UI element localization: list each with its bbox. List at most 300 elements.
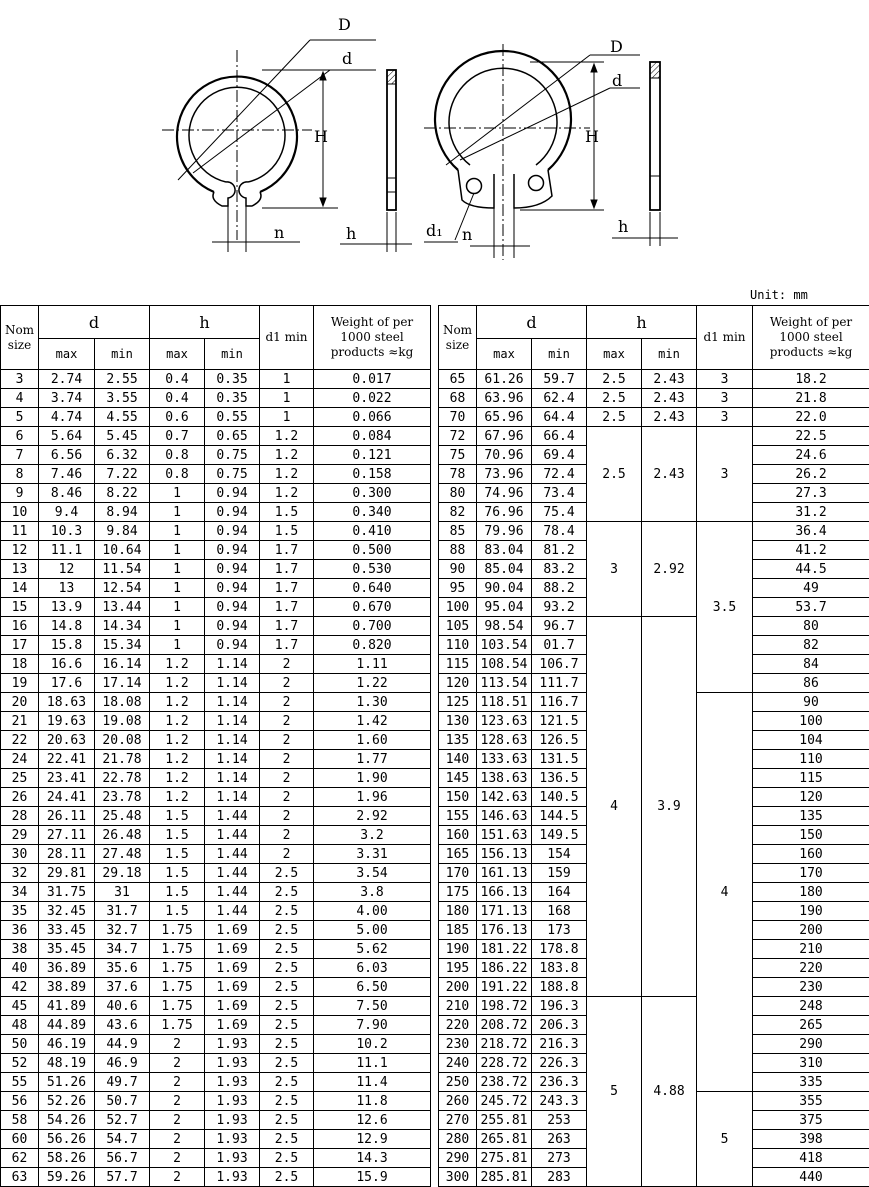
nom-size-cell: 28 [1, 807, 39, 826]
table-row [1, 522, 431, 541]
d-min-cell: 188.8 [532, 978, 587, 997]
d1-min-cell: 3 [697, 408, 753, 427]
d1-min-cell: 2.5 [260, 1149, 314, 1168]
nom-size-cell: 260 [439, 1092, 477, 1111]
h-min-cell: 1.93 [205, 1035, 260, 1054]
d-max-cell: 181.22 [477, 940, 532, 959]
table-row [1, 693, 431, 712]
d-max-cell: 4.74 [39, 408, 95, 427]
d-max-cell: 245.72 [477, 1092, 532, 1111]
d-max-cell: 54.26 [39, 1111, 95, 1130]
d1-min-cell: 1.2 [260, 427, 314, 446]
h-min-cell: 0.75 [205, 465, 260, 484]
h-min-cell: 1.69 [205, 921, 260, 940]
d-max-cell: 9.4 [39, 503, 95, 522]
d1-min-cell: 2 [260, 845, 314, 864]
h-max-cell: 1 [150, 598, 205, 617]
d-max-cell: 13.9 [39, 598, 95, 617]
nom-size-cell: 80 [439, 484, 477, 503]
h-max-cell: 1.75 [150, 940, 205, 959]
d-min-cell: 196.3 [532, 997, 587, 1016]
weight-cell: 11.1 [314, 1054, 431, 1073]
table-row [1, 1073, 431, 1092]
d-min-cell: 44.9 [95, 1035, 150, 1054]
nom-size-cell: 35 [1, 902, 39, 921]
d1-min-cell: 1.2 [260, 446, 314, 465]
nom-size-cell: 88 [439, 541, 477, 560]
d-min-cell: 25.48 [95, 807, 150, 826]
nom-size-cell: 17 [1, 636, 39, 655]
d-min-cell: 263 [532, 1130, 587, 1149]
h-max-cell: 1.2 [150, 693, 205, 712]
d-min-cell: 216.3 [532, 1035, 587, 1054]
d-max-header: max [477, 339, 532, 370]
h-min-cell: 2.43 [642, 408, 697, 427]
nom-size-cell: 75 [439, 446, 477, 465]
d-max-cell: 228.72 [477, 1054, 532, 1073]
d-max-cell: 33.45 [39, 921, 95, 940]
weight-cell: 375 [753, 1111, 869, 1130]
d-min-cell: 31.7 [95, 902, 150, 921]
d1-min-cell: 1.7 [260, 617, 314, 636]
d-max-cell: 41.89 [39, 997, 95, 1016]
h-min-cell: 4.88 [642, 997, 697, 1187]
d-min-cell: 2.55 [95, 370, 150, 389]
d-max-cell: 61.26 [477, 370, 532, 389]
table-row [1, 636, 431, 655]
nom-size-cell: 145 [439, 769, 477, 788]
d-min-cell: 32.7 [95, 921, 150, 940]
nom-size-header: Nom size [1, 306, 39, 370]
d-min-cell: 121.5 [532, 712, 587, 731]
h-max-cell: 1 [150, 541, 205, 560]
weight-cell: 49 [753, 579, 869, 598]
nom-size-cell: 15 [1, 598, 39, 617]
h-min-cell: 1.14 [205, 750, 260, 769]
weight-cell: 160 [753, 845, 869, 864]
weight-cell: 0.017 [314, 370, 431, 389]
nom-size-cell: 95 [439, 579, 477, 598]
table-row [1, 579, 431, 598]
h-max-cell: 1.75 [150, 978, 205, 997]
d-max-cell: 90.04 [477, 579, 532, 598]
d-min-cell: 226.3 [532, 1054, 587, 1073]
weight-cell: 26.2 [753, 465, 869, 484]
table-row [1, 1092, 431, 1111]
d-min-cell: 64.4 [532, 408, 587, 427]
table-row [1, 769, 431, 788]
table-row [1, 959, 431, 978]
h-min-cell: 1.44 [205, 883, 260, 902]
h-min-cell: 2.92 [642, 522, 697, 617]
weight-cell: 230 [753, 978, 869, 997]
table-row [1, 1130, 431, 1149]
d-max-cell: 275.81 [477, 1149, 532, 1168]
nom-size-cell: 175 [439, 883, 477, 902]
weight-cell: 7.90 [314, 1016, 431, 1035]
weight-header: Weight of per 1000 steel products ≈kg [314, 306, 431, 370]
d-min-cell: 5.45 [95, 427, 150, 446]
d-min-cell: 22.78 [95, 769, 150, 788]
d-min-cell: 57.7 [95, 1168, 150, 1187]
nom-size-cell: 29 [1, 826, 39, 845]
nom-size-cell: 38 [1, 940, 39, 959]
nom-size-cell: 72 [439, 427, 477, 446]
h-min-cell: 1.14 [205, 788, 260, 807]
d-min-cell: 3.55 [95, 389, 150, 408]
h-max-cell: 0.4 [150, 370, 205, 389]
nom-size-cell: 300 [439, 1168, 477, 1187]
nom-size-cell: 170 [439, 864, 477, 883]
weight-cell: 1.77 [314, 750, 431, 769]
d-max-cell: 186.22 [477, 959, 532, 978]
h-max-cell: 1.2 [150, 674, 205, 693]
weight-cell: 0.121 [314, 446, 431, 465]
h-header: h [587, 306, 697, 339]
weight-cell: 22.0 [753, 408, 869, 427]
nom-size-cell: 140 [439, 750, 477, 769]
d-min-cell: 6.32 [95, 446, 150, 465]
weight-cell: 10.2 [314, 1035, 431, 1054]
weight-cell: 248 [753, 997, 869, 1016]
h-max-cell: 2.5 [587, 370, 642, 389]
nom-size-cell: 9 [1, 484, 39, 503]
d-min-cell: 83.2 [532, 560, 587, 579]
h-max-cell: 1.5 [150, 864, 205, 883]
d-max-cell: 22.41 [39, 750, 95, 769]
d-max-cell: 3.74 [39, 389, 95, 408]
weight-cell: 12.9 [314, 1130, 431, 1149]
d-max-cell: 28.11 [39, 845, 95, 864]
d-max-cell: 85.04 [477, 560, 532, 579]
d-min-cell: 7.22 [95, 465, 150, 484]
nom-size-cell: 230 [439, 1035, 477, 1054]
nom-size-cell: 110 [439, 636, 477, 655]
d-min-cell: 59.7 [532, 370, 587, 389]
h-min-cell: 0.94 [205, 579, 260, 598]
nom-size-cell: 36 [1, 921, 39, 940]
nom-size-cell: 62 [1, 1149, 39, 1168]
h-min-cell: 1.69 [205, 997, 260, 1016]
d-min-cell: 13.44 [95, 598, 150, 617]
d-min-cell: 116.7 [532, 693, 587, 712]
h-max-cell: 0.4 [150, 389, 205, 408]
d-min-cell: 136.5 [532, 769, 587, 788]
label-H-left: H [314, 127, 328, 146]
d1-header: d1 min [260, 306, 314, 370]
d-max-cell: 265.81 [477, 1130, 532, 1149]
nom-size-cell: 19 [1, 674, 39, 693]
h-header: h [150, 306, 260, 339]
nom-size-cell: 220 [439, 1016, 477, 1035]
table-row [1, 1149, 431, 1168]
table-row [1, 788, 431, 807]
d-max-cell: 14.8 [39, 617, 95, 636]
nom-size-cell: 155 [439, 807, 477, 826]
h-max-cell: 2 [150, 1054, 205, 1073]
h-min-cell: 1.44 [205, 845, 260, 864]
h-max-cell: 2 [150, 1168, 205, 1187]
nom-size-cell: 160 [439, 826, 477, 845]
nom-size-cell: 21 [1, 712, 39, 731]
nom-size-cell: 12 [1, 541, 39, 560]
small-ring-drawing [162, 40, 412, 252]
d-max-cell: 67.96 [477, 427, 532, 446]
table-row [1, 902, 431, 921]
table-row [1, 1035, 431, 1054]
d-min-cell: 29.18 [95, 864, 150, 883]
nom-size-cell: 280 [439, 1130, 477, 1149]
d-max-cell: 79.96 [477, 522, 532, 541]
d-min-cell: 10.64 [95, 541, 150, 560]
d-max-cell: 63.96 [477, 389, 532, 408]
d-min-cell: 253 [532, 1111, 587, 1130]
weight-cell: 44.5 [753, 560, 869, 579]
d-min-cell: 8.94 [95, 503, 150, 522]
d-min-cell: 11.54 [95, 560, 150, 579]
d-max-cell: 29.81 [39, 864, 95, 883]
d1-min-cell: 1.7 [260, 579, 314, 598]
weight-cell: 3.54 [314, 864, 431, 883]
nom-size-cell: 5 [1, 408, 39, 427]
d-min-cell: 8.22 [95, 484, 150, 503]
d-max-cell: 12 [39, 560, 95, 579]
table-row [1, 598, 431, 617]
d-max-cell: 31.75 [39, 883, 95, 902]
d1-min-cell: 1.5 [260, 503, 314, 522]
weight-cell: 1.60 [314, 731, 431, 750]
h-max-cell: 1.5 [150, 845, 205, 864]
d-max-cell: 36.89 [39, 959, 95, 978]
nom-size-cell: 135 [439, 731, 477, 750]
d-min-cell: 93.2 [532, 598, 587, 617]
d-max-cell: 128.63 [477, 731, 532, 750]
d-min-cell: 50.7 [95, 1092, 150, 1111]
d-max-cell: 138.63 [477, 769, 532, 788]
d-max-cell: 74.96 [477, 484, 532, 503]
table-row [1, 750, 431, 769]
h-max-cell: 0.7 [150, 427, 205, 446]
label-D-left: D [338, 15, 351, 34]
d-header: d [477, 306, 587, 339]
h-max-cell: 0.8 [150, 465, 205, 484]
table-row [1, 541, 431, 560]
d1-min-cell: 2.5 [260, 902, 314, 921]
nom-size-cell: 52 [1, 1054, 39, 1073]
h-min-cell: 1.93 [205, 1168, 260, 1187]
d1-min-cell: 1.7 [260, 560, 314, 579]
h-min-cell: 1.14 [205, 655, 260, 674]
nom-size-cell: 16 [1, 617, 39, 636]
label-h-right: h [618, 217, 628, 236]
d-min-cell: 243.3 [532, 1092, 587, 1111]
nom-size-cell: 78 [439, 465, 477, 484]
d1-min-cell: 2.5 [260, 978, 314, 997]
h-max-cell: 2 [150, 1130, 205, 1149]
technical-drawings [0, 0, 869, 300]
table-row [1, 712, 431, 731]
weight-cell: 265 [753, 1016, 869, 1035]
d-max-cell: 171.13 [477, 902, 532, 921]
table-row [439, 522, 869, 541]
h-min-cell: 1.69 [205, 978, 260, 997]
nom-size-cell: 7 [1, 446, 39, 465]
d-min-cell: 54.7 [95, 1130, 150, 1149]
weight-cell: 11.4 [314, 1073, 431, 1092]
table-row [1, 1054, 431, 1073]
nom-size-cell: 22 [1, 731, 39, 750]
table-row [1, 389, 431, 408]
weight-cell: 36.4 [753, 522, 869, 541]
weight-cell: 53.7 [753, 598, 869, 617]
h-max-header: max [587, 339, 642, 370]
weight-cell: 7.50 [314, 997, 431, 1016]
h-max-cell: 2.5 [587, 389, 642, 408]
d1-min-cell: 2.5 [260, 1035, 314, 1054]
table-row [1, 446, 431, 465]
label-H-right: H [585, 127, 599, 146]
nom-size-cell: 250 [439, 1073, 477, 1092]
h-min-cell: 1.93 [205, 1111, 260, 1130]
d1-min-cell: 2.5 [260, 1130, 314, 1149]
weight-cell: 200 [753, 921, 869, 940]
weight-cell: 220 [753, 959, 869, 978]
nom-size-cell: 30 [1, 845, 39, 864]
d-max-cell: 27.11 [39, 826, 95, 845]
label-n-left: n [274, 223, 284, 242]
d-max-cell: 44.89 [39, 1016, 95, 1035]
h-min-cell: 1.93 [205, 1073, 260, 1092]
nom-size-cell: 8 [1, 465, 39, 484]
d-min-cell: 111.7 [532, 674, 587, 693]
d-max-cell: 59.26 [39, 1168, 95, 1187]
d1-min-cell: 1 [260, 370, 314, 389]
d-min-cell: 69.4 [532, 446, 587, 465]
h-max-cell: 1.2 [150, 655, 205, 674]
weight-cell: 210 [753, 940, 869, 959]
d-min-cell: 9.84 [95, 522, 150, 541]
d1-min-cell: 1.2 [260, 465, 314, 484]
d-min-cell: 164 [532, 883, 587, 902]
d-min-header: min [532, 339, 587, 370]
table-row [1, 845, 431, 864]
table-row [1, 370, 431, 389]
h-max-cell: 1.5 [150, 883, 205, 902]
nom-size-cell: 42 [1, 978, 39, 997]
d-max-cell: 191.22 [477, 978, 532, 997]
weight-cell: 100 [753, 712, 869, 731]
weight-cell: 27.3 [753, 484, 869, 503]
weight-cell: 0.340 [314, 503, 431, 522]
d-min-cell: 168 [532, 902, 587, 921]
weight-cell: 170 [753, 864, 869, 883]
h-min-cell: 1.69 [205, 959, 260, 978]
h-max-cell: 2 [150, 1035, 205, 1054]
d-min-cell: 40.6 [95, 997, 150, 1016]
h-max-cell: 1.5 [150, 902, 205, 921]
nom-size-cell: 185 [439, 921, 477, 940]
h-min-header: min [642, 339, 697, 370]
weight-cell: 0.820 [314, 636, 431, 655]
table-row [1, 617, 431, 636]
d1-min-cell: 2 [260, 788, 314, 807]
d-min-cell: 283 [532, 1168, 587, 1187]
d-min-cell: 31 [95, 883, 150, 902]
weight-cell: 1.30 [314, 693, 431, 712]
table-row [439, 408, 869, 427]
h-max-cell: 1.2 [150, 712, 205, 731]
nom-size-cell: 26 [1, 788, 39, 807]
h-max-cell: 1 [150, 560, 205, 579]
weight-cell: 1.90 [314, 769, 431, 788]
d-max-cell: 73.96 [477, 465, 532, 484]
nom-size-cell: 6 [1, 427, 39, 446]
table-row [1, 465, 431, 484]
d-min-cell: 23.78 [95, 788, 150, 807]
weight-cell: 150 [753, 826, 869, 845]
weight-cell: 18.2 [753, 370, 869, 389]
nom-size-cell: 115 [439, 655, 477, 674]
h-min-cell: 0.94 [205, 484, 260, 503]
h-max-cell: 1.2 [150, 750, 205, 769]
table-row [439, 427, 869, 446]
d-max-cell: 76.96 [477, 503, 532, 522]
h-max-cell: 1.75 [150, 1016, 205, 1035]
weight-cell: 0.022 [314, 389, 431, 408]
d-max-cell: 46.19 [39, 1035, 95, 1054]
nom-size-cell: 11 [1, 522, 39, 541]
d-max-cell: 161.13 [477, 864, 532, 883]
h-max-cell: 1 [150, 503, 205, 522]
d-max-cell: 123.63 [477, 712, 532, 731]
weight-cell: 3.31 [314, 845, 431, 864]
weight-cell: 418 [753, 1149, 869, 1168]
nom-size-cell: 165 [439, 845, 477, 864]
table-row [1, 940, 431, 959]
d-max-cell: 70.96 [477, 446, 532, 465]
d-max-cell: 208.72 [477, 1016, 532, 1035]
unit-label: Unit: mm [750, 288, 808, 302]
weight-cell: 90 [753, 693, 869, 712]
table-row [1, 1016, 431, 1035]
label-D-right: D [610, 37, 623, 56]
d-max-cell: 98.54 [477, 617, 532, 636]
d1-min-cell: 2.5 [260, 1016, 314, 1035]
d-max-cell: 15.8 [39, 636, 95, 655]
d-max-cell: 13 [39, 579, 95, 598]
nom-size-cell: 14 [1, 579, 39, 598]
weight-cell: 6.50 [314, 978, 431, 997]
weight-cell: 120 [753, 788, 869, 807]
d1-min-cell: 2.5 [260, 1111, 314, 1130]
d-min-cell: 72.4 [532, 465, 587, 484]
d1-min-cell: 5 [697, 1092, 753, 1187]
d1-min-cell: 3 [697, 389, 753, 408]
weight-cell: 335 [753, 1073, 869, 1092]
weight-cell: 1.42 [314, 712, 431, 731]
d-min-cell: 173 [532, 921, 587, 940]
nom-size-cell: 200 [439, 978, 477, 997]
weight-cell: 0.670 [314, 598, 431, 617]
h-max-cell: 1.2 [150, 731, 205, 750]
h-min-cell: 1.69 [205, 1016, 260, 1035]
h-min-cell: 1.69 [205, 940, 260, 959]
d1-min-cell: 1.5 [260, 522, 314, 541]
d-max-cell: 156.13 [477, 845, 532, 864]
weight-cell: 0.640 [314, 579, 431, 598]
d-max-cell: 10.3 [39, 522, 95, 541]
nom-size-cell: 240 [439, 1054, 477, 1073]
